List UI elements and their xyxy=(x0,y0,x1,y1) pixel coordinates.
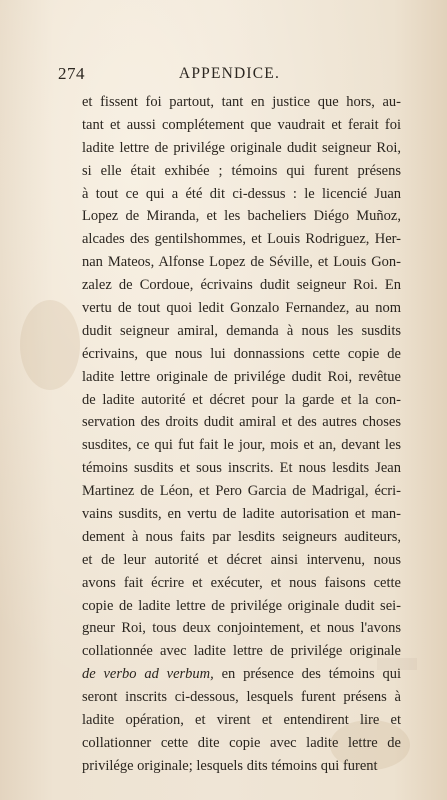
text-line: Martinez de Léon, et Pero Garcia de Madrigal, écri- xyxy=(82,483,401,500)
page-number: 274 xyxy=(58,64,85,83)
text-line: à tout ce qui a été dit ci-dessus : le licencié Juan xyxy=(82,185,401,202)
text-line: Lopez de Miranda, et les bacheliers Diégo Muñoz, xyxy=(82,208,401,225)
text-line: nan Mateos, Alfonse Lopez de Séville, et Louis Gon- xyxy=(82,254,401,271)
text-line: dement à nous faits par lesdits seigneurs auditeurs, xyxy=(82,528,401,545)
text-line: vains susdits, en vertu de ladite autorisation et man- xyxy=(82,506,401,523)
text-line: de ladite autorité et décret pour la garde et la con- xyxy=(82,391,401,408)
text-line: et de leur autorité et décret ainsi intervenu, nous xyxy=(82,551,401,568)
text-line: seront inscrits ci-dessous, lesquels furent présens à xyxy=(82,689,401,706)
text-line: témoins susdits et sous inscrits. Et nous lesdits Jean xyxy=(82,460,401,477)
text-line: tant et aussi complétement que vaudrait et ferait foi xyxy=(82,116,401,133)
text-line: copie de ladite lettre de privilége originale dudit sei- xyxy=(82,597,401,614)
running-title: APPENDICE. xyxy=(178,65,281,82)
text-line: alcades des gentilshommes, et Louis Rodriguez, Her- xyxy=(82,231,401,248)
text-line: avons fait écrire et exécuter, et nous faisons cette xyxy=(82,574,401,591)
page-header xyxy=(58,64,401,86)
paper-stain xyxy=(20,300,80,390)
body-text xyxy=(82,91,401,778)
latin-phrase: de verbo ad verbum, xyxy=(82,666,214,683)
text-line: privilége originale; lesquels dits témoins qui furent xyxy=(82,757,378,774)
text-line: écrivains, que nous lui donnassions cette copie de xyxy=(82,345,401,362)
text-line: ladite lettre de privilége originale dudit seigneur Roi, xyxy=(82,139,401,156)
text-line: si elle était exhibée ; témoins qui furent présens xyxy=(82,162,401,179)
show-through-mark xyxy=(377,658,417,670)
text-line-mixed xyxy=(82,663,401,686)
text-line: ladite opération, et virent et entendirent lire et xyxy=(82,712,401,729)
text-line: dudit seigneur amiral, demanda à nous les susdits xyxy=(82,322,401,339)
text-line: susdites, ce qui fut fait le jour, mois et an, devant les xyxy=(82,437,401,454)
text-line: vertu de tout quoi ledit Gonzalo Fernandez, au nom xyxy=(82,300,401,317)
text-line: collationner cette dite copie avec ladite lettre de xyxy=(82,734,401,751)
text-line: collationnée avec ladite lettre de privilége originale xyxy=(82,643,401,660)
text-line: servation des droits dudit amiral et des autres choses xyxy=(82,414,401,431)
text-line: zalez de Cordoue, écrivains dudit seigneur Roi. En xyxy=(82,277,401,294)
text-line: ladite lettre originale de privilége dudit Roi, revêtue xyxy=(82,368,401,385)
line-continuation: en présence des témoins qui xyxy=(213,666,401,683)
text-line: gneur Roi, tous deux conjointement, et nous l'avons xyxy=(82,620,401,637)
text-line: et fissent foi partout, tant en justice que hors, au- xyxy=(82,94,401,110)
